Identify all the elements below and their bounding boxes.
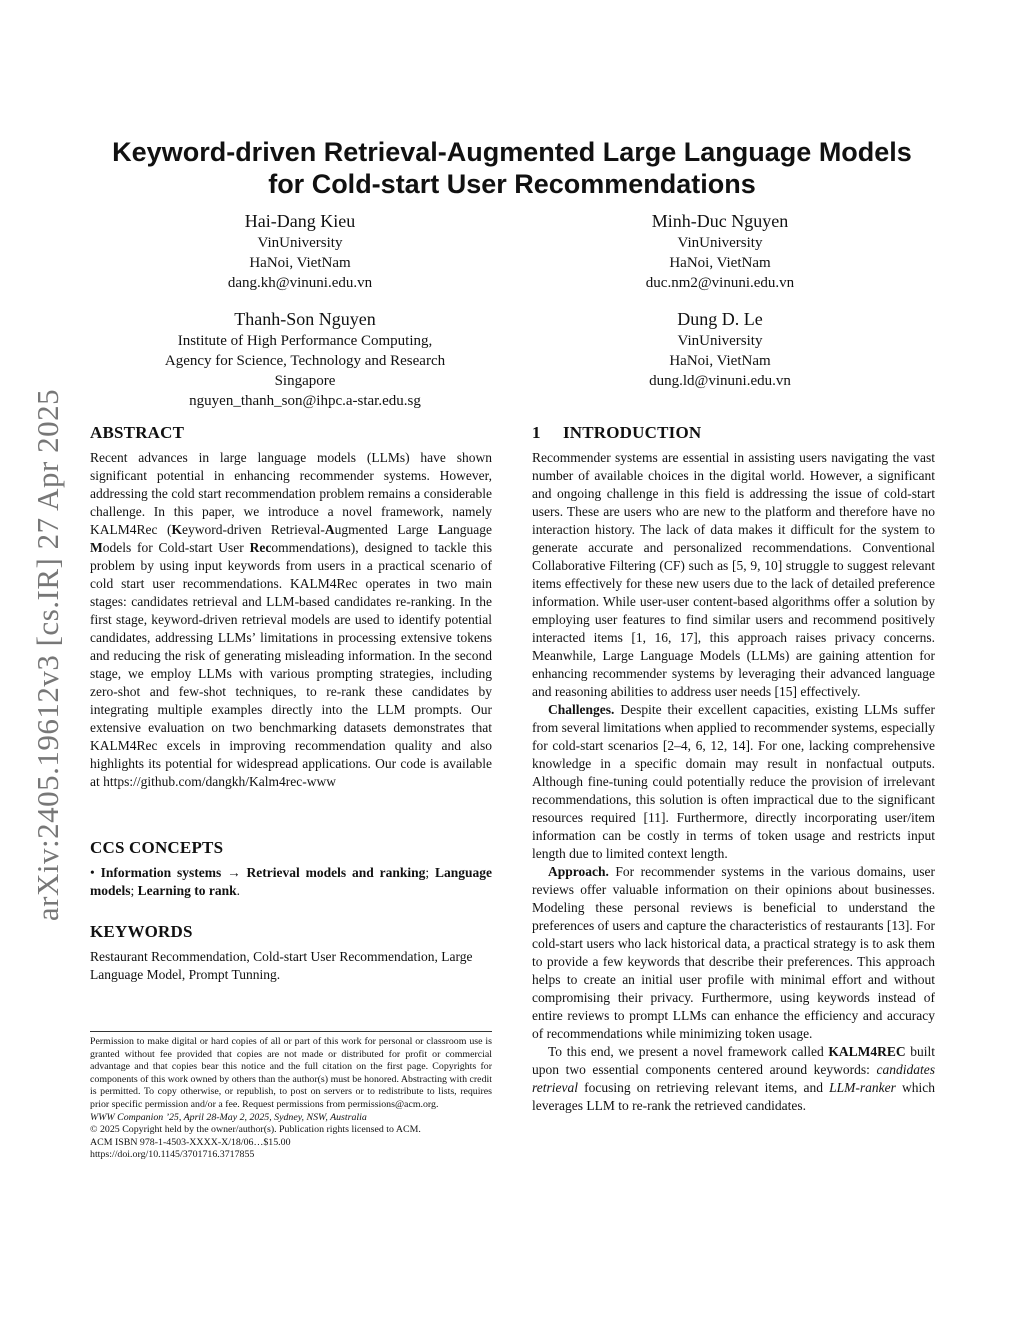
copyright-line: © 2025 Copyright held by the owner/author(s). Publication rights licensed to ACM.: [90, 1124, 421, 1136]
keywords-text: Restaurant Recommendation, Cold-start User Recommendation, Large Language Model, Prompt Tunning.: [90, 949, 473, 982]
author-affiliation: VinUniversity: [677, 333, 763, 349]
author-name: Thanh-Son Nguyen: [234, 309, 376, 329]
abstract-section: [90, 423, 492, 791]
author-name: Hai-Dang Kieu: [244, 211, 356, 231]
author-email: duc.nm2@vinuni.edu.vn: [645, 275, 795, 291]
arxiv-identifier-text: arXiv:2405.19612v3 [cs.IR] 27 Apr 2025: [30, 388, 65, 922]
paper-title: [90, 136, 934, 200]
ccs-text: • Information systems → Retrieval models and ranking; Language models; Learning to rank.: [90, 865, 492, 898]
approach-lead: Approach.: [548, 864, 609, 879]
author-block-minh-duc: [560, 210, 880, 293]
author-location: HaNoi, VietNam: [669, 255, 771, 271]
author-block-thanh-son: [130, 308, 480, 411]
author-email: dang.kh@vinuni.edu.vn: [227, 275, 373, 291]
abstract-heading: ABSTRACT: [90, 423, 185, 442]
ccs-heading: CCS CONCEPTS: [90, 838, 224, 857]
author-location: HaNoi, VietNam: [249, 255, 351, 271]
author-email: dung.ld@vinuni.edu.vn: [649, 373, 791, 389]
permission-notice: Permission to make digital or hard copies of all or part of this work for personal or classroom use is granted without fee provided that copies are not made or distributed for profit or commercial advantage and that copies bear this notice and the full citation on the first page. Copyrights for components of this work owned by others than the author(s) must be honored. Abstracting with credit is permitted. To copy otherwise, or republish, to post on servers or to redistribute to lists, requires prior specific permission and/or a fee. Request permissions from permissions@acm.org.: [90, 1036, 492, 1110]
footnote-rule: [90, 1031, 492, 1032]
author-block-dung: [560, 308, 880, 391]
intro-paragraph-framework: To this end, we present a novel framework called KALM4REC built upon two essential components centered around keywords: candidates retrieval focusing on retrieving relevant items, and LLM-ranker which leverages LLM to re-rank the retrieved candidates.: [532, 1044, 936, 1113]
introduction-section: [532, 423, 935, 1115]
author-affiliation: VinUniversity: [257, 235, 343, 251]
author-name: Minh-Duc Nguyen: [651, 211, 789, 231]
author-email: nguyen_thanh_son@ihpc.a-star.edu.sg: [189, 393, 421, 409]
intro-paragraph-challenges: Challenges. Despite their excellent capacities, existing LLMs suffer from several limitations when applied to recommender systems, especially for cold-start scenarios [2–4, 6, 12, 14]. For one, lacking comprehensive knowledge in a specific domain may result in nonfactual outputs. Although fine-tuning could potentially reduce the provision of irrelevant recommendations, this solution is often impractical due to the significant resources required [11]. Furthermore, directly incorporating user/item information can be costly in terms of token usage and restricts input length due to limited context length.: [532, 702, 936, 861]
abstract-text: Recent advances in large language models (LLMs) have shown significant potential in enhancing recommender systems. However, addressing the cold start recommendation problem remains a considerable challenge. In this paper, we introduce a novel framework, namely KALM4Rec (Keyword-driven Retrieval-Augmented Large Language Models for Cold-start User Recommendations), designed to tackle this problem by using input keywords from users in a practical scenario of cold start user recommendations. KALM4Rec operates in two main stages: candidates retrieval and LLM-based candidates re-ranking. In the first stage, keyword-driven retrieval models are used to identify potential candidates, addressing LLMs’ limitations in processing extensive tokens and reducing the risk of generating misleading information. In the second stage, we employ LLMs with various prompting strategies, including zero-shot and few-shot techniques, to re-rank these candidates by integrating multiple examples directly into the LLM prompts. Our extensive evaluation on two benchmarking datasets demonstrates that KALM4Rec excels in improving recommendation quality and also highlights its potential for widespread applications. Our code is available at https://github.com/dangkh/Kalm4rec-www: [90, 450, 493, 789]
title-line-1: Keyword-driven Retrieval-Augmented Large Language Models: [112, 137, 912, 167]
intro-paragraph-1: Recommender systems are essential in assisting users navigating the vast number of available choices in the digital world. However, a significant and ongoing challenge in this field is addressing the issue of cold-start users. These are users who are new to the platform and therefore have no interaction history. The lack of data makes it difficult for the system to generate accurate and personalized recommendations. Conventional Collaborative Filtering (CF) such as [5, 9, 10] struggle to suggest relevant items effectively for these new users due to the lack of detailed preference information. While user-user content-based algorithms offer a solution by employing user features to find similar users and recommend positively interacted items [1, 16, 17], this approach raises privacy concerns. Meanwhile, Large Language Models (LLMs) are gaining attention for enhancing recommender systems by leveraging their advanced language and reasoning abilities to address user needs [15] effectively.: [532, 450, 935, 699]
author-location: Singapore: [274, 373, 336, 389]
author-affiliation-2: Agency for Science, Technology and Research: [164, 353, 446, 369]
author-affiliation: VinUniversity: [677, 235, 763, 251]
intro-paragraph-approach: Approach. For recommender systems in the various domains, user reviews offer valuable information on their opinions about businesses. Modeling these personal reviews is beneficial to understand the preferences of users and capture the characteristics of restaurants [13]. For cold-start users who lack historical data, a practical strategy is to ask them to provide a few keywords that describe their preferences. This approach helps to create an initial user profile with minimal effort and without compromising their privacy. Furthermore, using keywords instead of entire reviews to prompt LLMs can enhance the efficiency and accuracy of recommendations while minimizing token usage.: [532, 864, 935, 1041]
venue-line: WWW Companion ’25, April 28-May 2, 2025, Sydney, NSW, Australia: [90, 1111, 367, 1123]
author-affiliation: Institute of High Performance Computing,: [177, 333, 433, 349]
challenges-lead: Challenges.: [548, 702, 615, 717]
isbn-line: ACM ISBN 978-1-4503-XXXX-X/18/06…$15.00: [90, 1136, 291, 1148]
arxiv-identifier: [28, 360, 68, 950]
keywords-heading: KEYWORDS: [90, 922, 193, 941]
author-name: Dung D. Le: [677, 309, 763, 329]
author-location: HaNoi, VietNam: [669, 353, 771, 369]
footnote-block: [90, 1036, 492, 1162]
keywords-section: [90, 922, 492, 984]
doi-link[interactable]: https://doi.org/10.1145/3701716.3717855: [90, 1149, 255, 1161]
ccs-concepts-section: [90, 838, 492, 900]
title-line-2: for Cold-start User Recommendations: [268, 169, 756, 199]
author-block-kieu: [140, 210, 460, 293]
introduction-heading: 1 INTRODUCTION: [532, 423, 702, 442]
